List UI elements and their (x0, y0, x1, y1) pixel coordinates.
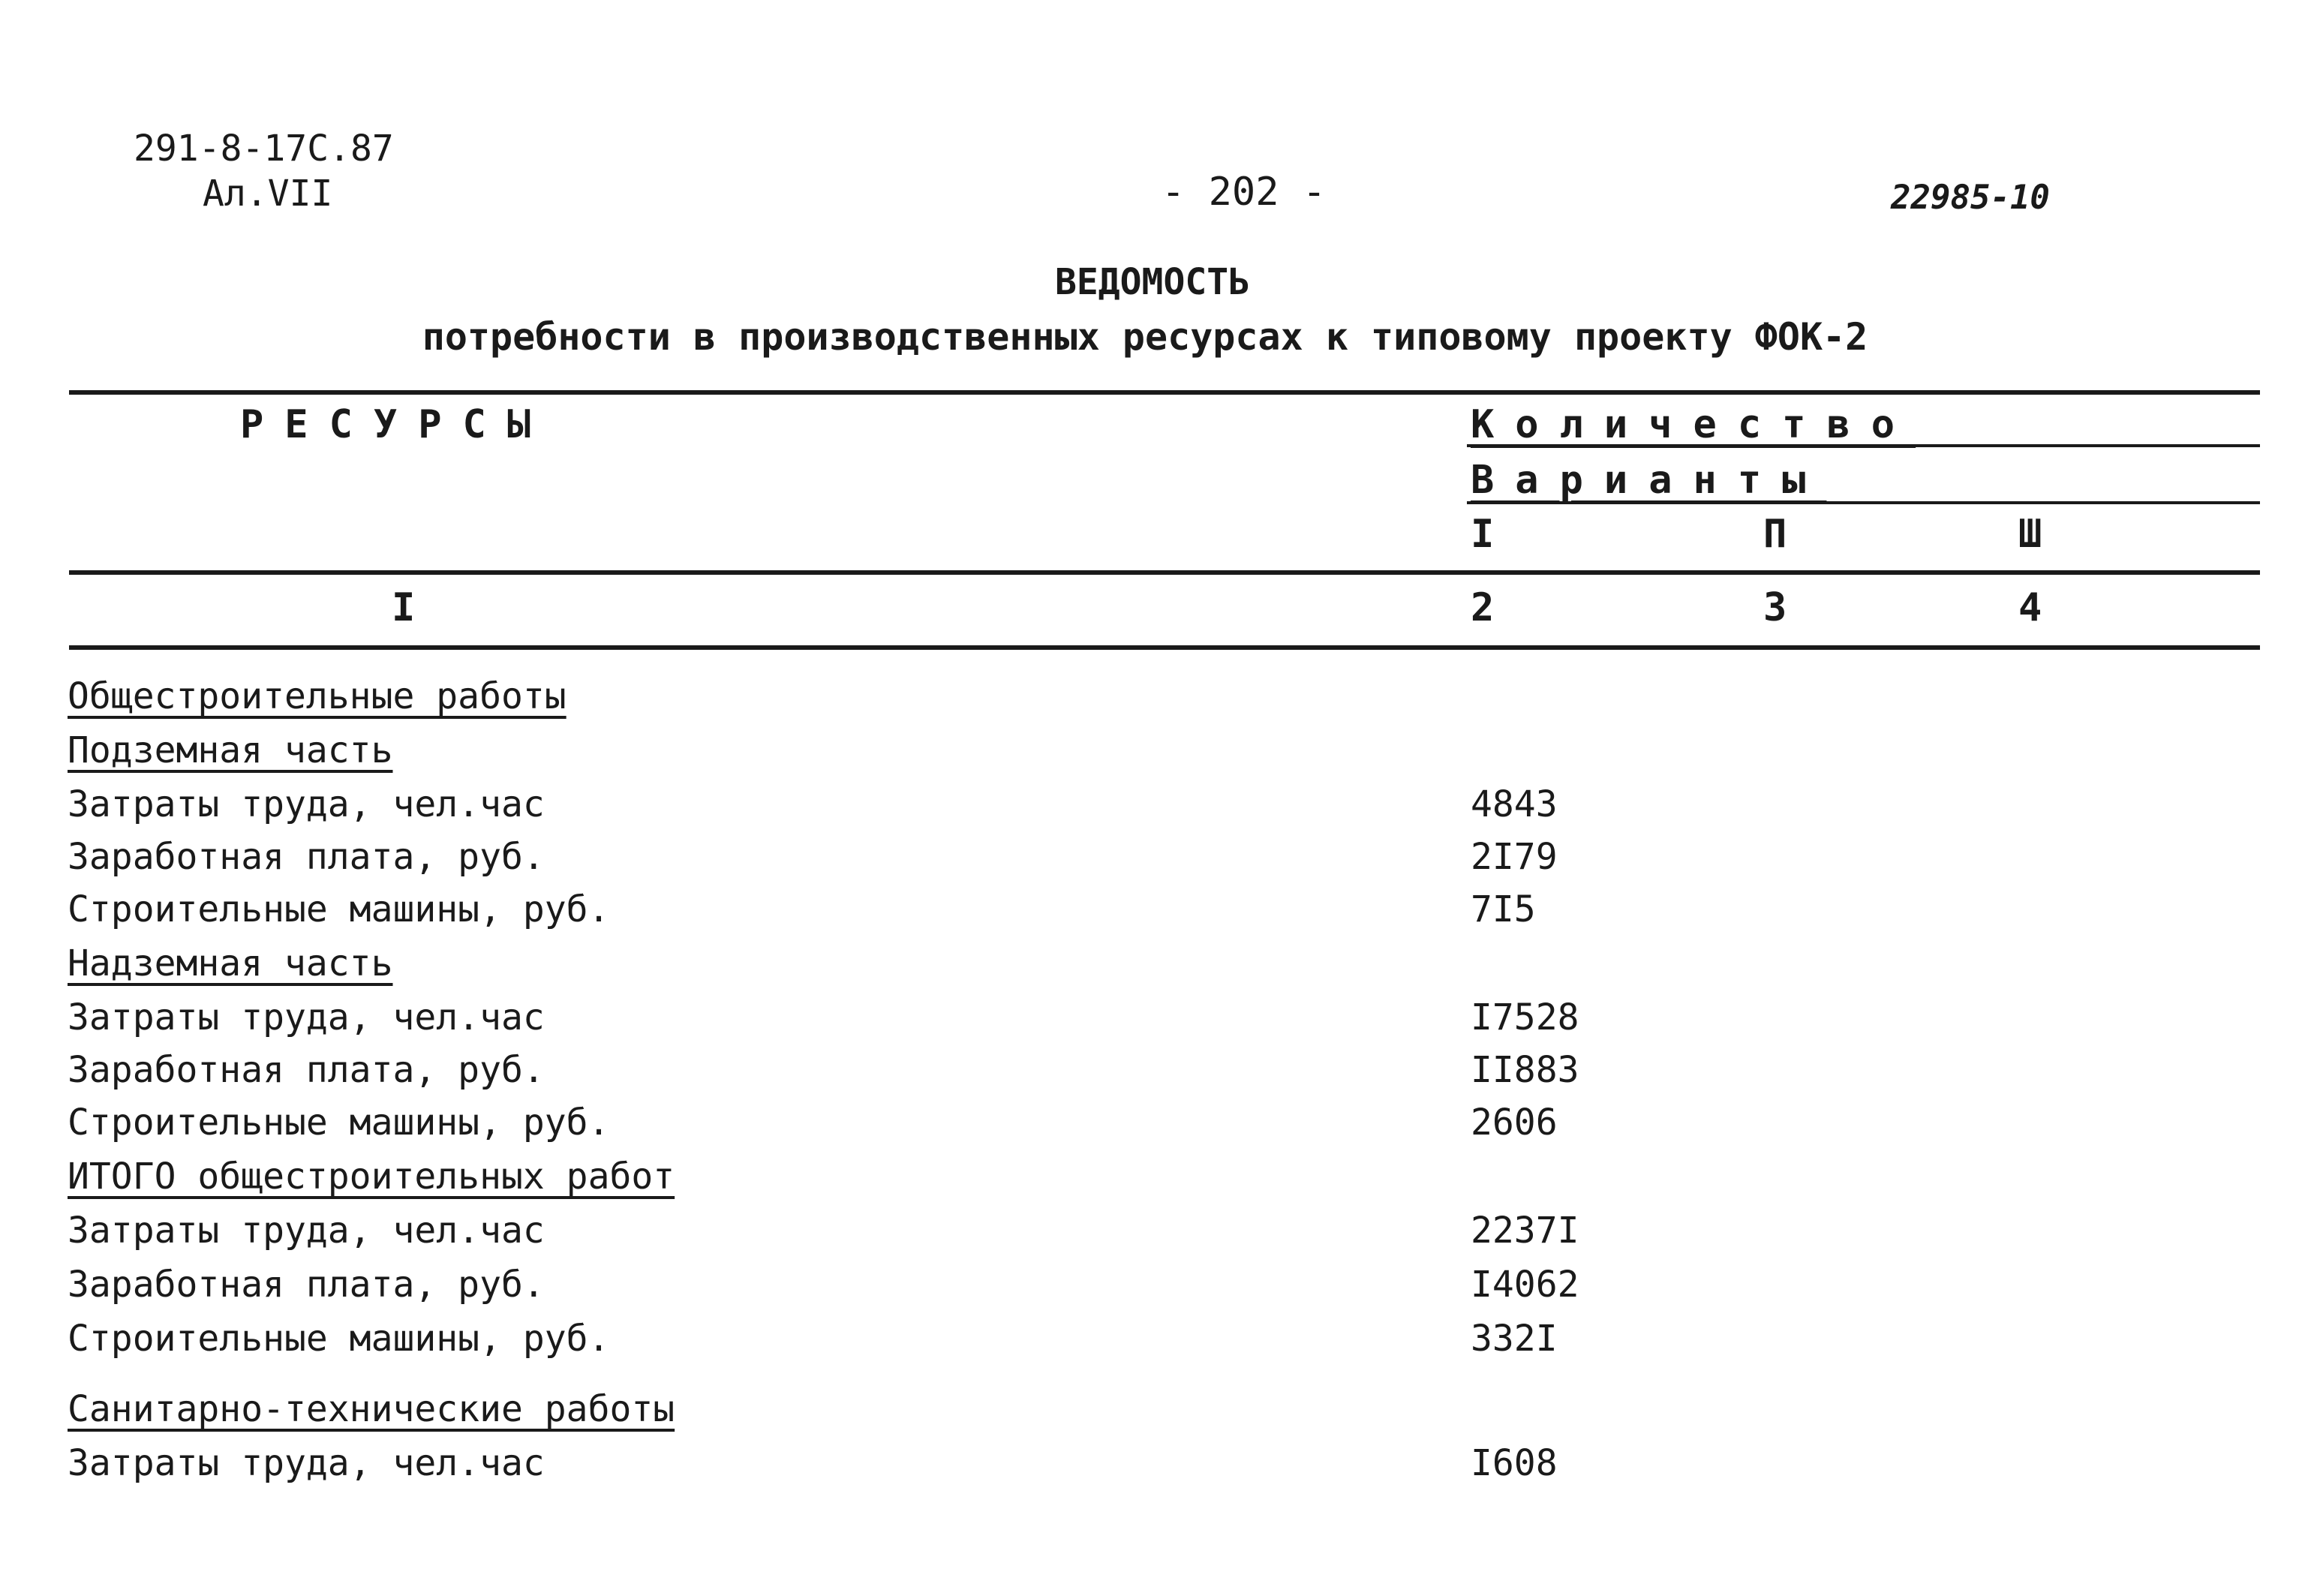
row-label: Строительные машины, руб. (68, 1102, 610, 1144)
document-title: ВЕДОМОСТЬ (1054, 261, 1251, 303)
table-row (68, 1210, 2281, 1262)
table-row (68, 1049, 2281, 1102)
column-number-1: I (392, 585, 416, 630)
table-row (68, 783, 2281, 836)
row-label: Строительные машины, руб. (68, 888, 610, 930)
row-label: Строительные машины, руб. (68, 1318, 610, 1360)
row-label: Затраты труда, чел.час (68, 1442, 545, 1484)
row-value-variant-1: 7I5 (1471, 888, 1536, 930)
variants-rule (1467, 501, 2260, 504)
variant-label-1: I (1471, 512, 1495, 557)
row-label: Общестроительные работы (68, 675, 566, 717)
table-row (68, 996, 2281, 1049)
table-row (68, 1388, 2281, 1441)
variant-label-3: Ш (2018, 512, 2042, 557)
row-value-variant-1: I608 (1471, 1442, 1558, 1484)
row-label: Заработная плата, руб. (68, 836, 545, 878)
table-row (68, 1156, 2281, 1208)
row-label: Заработная плата, руб. (68, 1264, 545, 1306)
row-label: Санитарно-технические работы (68, 1388, 675, 1430)
row-value-variant-1: 332I (1471, 1318, 1558, 1360)
table-row (68, 729, 2281, 782)
resources-header: РЕСУРСЫ (240, 402, 552, 447)
header-bottom-rule (69, 570, 2260, 575)
row-value-variant-1: 4843 (1471, 783, 1558, 825)
quantity-header: Количество (1471, 402, 1916, 447)
table-row (68, 942, 2281, 995)
variant-label-2: П (1763, 512, 1787, 557)
document-code-block (134, 126, 394, 216)
column-numbers-rule (69, 645, 2260, 650)
table-row (68, 888, 2281, 941)
row-value-variant-1: II883 (1471, 1049, 1579, 1091)
table-row (68, 1264, 2281, 1316)
album-number: Ал.VII (203, 173, 333, 215)
row-label: Надземная часть (68, 942, 393, 984)
row-label: Затраты труда, чел.час (68, 783, 545, 825)
quantity-rule (1467, 444, 2260, 447)
row-value-variant-1: 2237I (1471, 1210, 1579, 1252)
column-number-2: 2 (1471, 585, 1495, 630)
table-row (68, 836, 2281, 888)
row-label: Подземная часть (68, 729, 393, 771)
row-label: Затраты труда, чел.час (68, 1210, 545, 1252)
row-value-variant-1: I7528 (1471, 996, 1579, 1038)
document-code: 291-8-17C.87 (134, 128, 394, 170)
archive-number: 22985-10 (1891, 179, 2050, 217)
variants-header: Варианты (1471, 458, 1827, 503)
table-row (68, 1318, 2281, 1370)
table-row (68, 1442, 2281, 1495)
column-number-4: 4 (2018, 585, 2042, 630)
row-value-variant-1: 2606 (1471, 1102, 1558, 1144)
table-row (68, 675, 2281, 728)
table-top-rule (69, 390, 2260, 395)
document-subtitle: потребности в производственных ресурсах к типовому проекту ФОК-2 (422, 315, 1868, 359)
table-row (68, 1102, 2281, 1154)
column-number-3: 3 (1763, 585, 1787, 630)
row-label: ИТОГО общестроительных работ (68, 1156, 675, 1198)
row-value-variant-1: I4062 (1471, 1264, 1579, 1306)
row-value-variant-1: 2I79 (1471, 836, 1558, 878)
row-label: Затраты труда, чел.час (68, 996, 545, 1038)
row-label: Заработная плата, руб. (68, 1049, 545, 1091)
page-number: - 202 - (1162, 170, 1327, 215)
